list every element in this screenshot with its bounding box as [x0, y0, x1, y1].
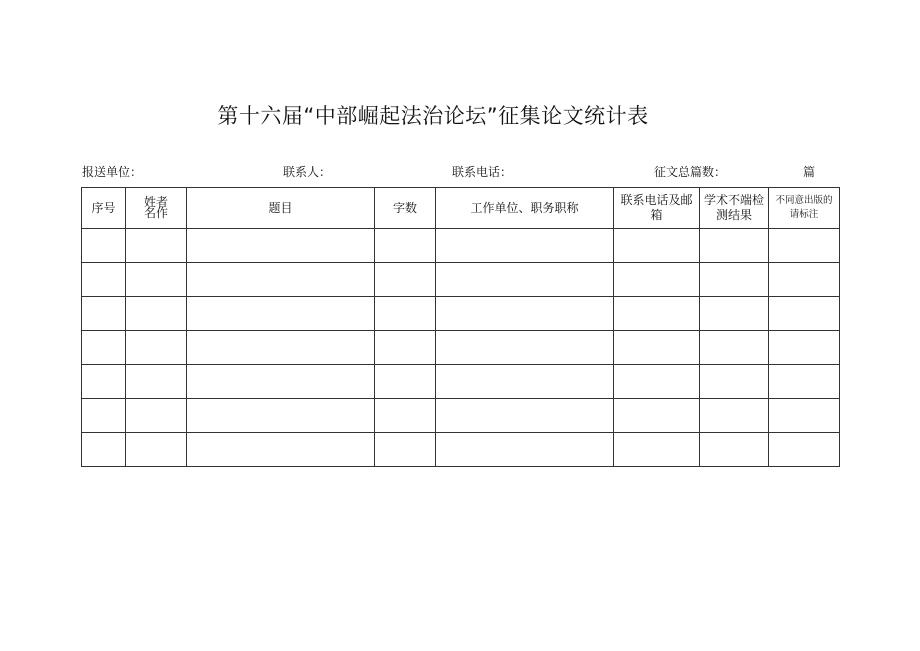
table-row: [82, 331, 840, 365]
table-row: [82, 433, 840, 467]
table-cell[interactable]: [82, 229, 126, 263]
table-cell[interactable]: [187, 433, 375, 467]
papers-statistics-table: [81, 187, 840, 467]
table-cell[interactable]: [436, 331, 614, 365]
table-cell[interactable]: [82, 399, 126, 433]
table-cell[interactable]: [700, 365, 769, 399]
table-cell[interactable]: [375, 433, 436, 467]
table-cell[interactable]: [769, 331, 840, 365]
table-cell[interactable]: [614, 229, 700, 263]
table-cell[interactable]: [436, 297, 614, 331]
table-cell[interactable]: [82, 263, 126, 297]
table-row: [82, 229, 840, 263]
table-cell[interactable]: [436, 433, 614, 467]
total-papers-label: 征文总篇数：: [654, 165, 727, 179]
table-cell[interactable]: [126, 263, 187, 297]
table-cell[interactable]: [700, 433, 769, 467]
table-cell[interactable]: [187, 229, 375, 263]
header-publication-objection: 不同意出版的请标注: [769, 188, 840, 229]
contact-person-label: 联系人：: [283, 165, 332, 179]
total-papers-suffix: 篇: [803, 165, 816, 179]
table-cell[interactable]: [436, 365, 614, 399]
header-index: 序号: [82, 188, 126, 229]
table-row: [82, 365, 840, 399]
table-row: [82, 297, 840, 331]
table-cell[interactable]: [375, 331, 436, 365]
table-cell[interactable]: [769, 229, 840, 263]
table-cell[interactable]: [436, 263, 614, 297]
header-author-name: 姓者名作: [126, 188, 187, 229]
table-cell[interactable]: [614, 331, 700, 365]
table-cell[interactable]: [82, 365, 126, 399]
table-cell[interactable]: [769, 263, 840, 297]
table-cell[interactable]: [187, 399, 375, 433]
table-cell[interactable]: [126, 297, 187, 331]
table-cell[interactable]: [700, 399, 769, 433]
table-cell[interactable]: [82, 433, 126, 467]
table-cell[interactable]: [769, 399, 840, 433]
table-row: [82, 399, 840, 433]
document-title: 第十六届“中部崛起法治论坛”征集论文统计表: [217, 104, 649, 128]
table-cell[interactable]: [375, 263, 436, 297]
table-cell[interactable]: [700, 229, 769, 263]
table-cell[interactable]: [126, 365, 187, 399]
table-cell[interactable]: [126, 399, 187, 433]
header-paper-title: 题目: [187, 188, 375, 229]
table-row: [82, 263, 840, 297]
header-word-count: 字数: [375, 188, 436, 229]
table-header-row: [82, 188, 840, 229]
table-cell[interactable]: [187, 263, 375, 297]
table-body: [82, 229, 840, 467]
table-cell[interactable]: [700, 263, 769, 297]
table-cell[interactable]: [614, 365, 700, 399]
table-cell[interactable]: [187, 297, 375, 331]
table-cell[interactable]: [126, 433, 187, 467]
table-cell[interactable]: [375, 399, 436, 433]
header-phone-email: 联系电话及邮箱: [614, 188, 700, 229]
table-cell[interactable]: [769, 297, 840, 331]
header-work-unit-position: 工作单位、职务职称: [436, 188, 614, 229]
table-cell[interactable]: [375, 229, 436, 263]
table-cell[interactable]: [187, 331, 375, 365]
table-cell[interactable]: [82, 297, 126, 331]
header-plagiarism-check: 学术不端检测结果: [700, 188, 769, 229]
table-cell[interactable]: [436, 229, 614, 263]
submitting-unit-label: 报送单位：: [82, 165, 143, 179]
table-cell[interactable]: [126, 331, 187, 365]
table-cell[interactable]: [375, 365, 436, 399]
table-cell[interactable]: [769, 365, 840, 399]
contact-phone-label: 联系电话：: [452, 165, 513, 179]
table-cell[interactable]: [614, 433, 700, 467]
table-cell[interactable]: [82, 331, 126, 365]
table-cell[interactable]: [614, 263, 700, 297]
table-cell[interactable]: [614, 297, 700, 331]
table-cell[interactable]: [187, 365, 375, 399]
table-cell[interactable]: [436, 399, 614, 433]
table-cell[interactable]: [700, 331, 769, 365]
table-cell[interactable]: [375, 297, 436, 331]
table-cell[interactable]: [126, 229, 187, 263]
table-cell[interactable]: [614, 399, 700, 433]
table-cell[interactable]: [700, 297, 769, 331]
table-cell[interactable]: [769, 433, 840, 467]
